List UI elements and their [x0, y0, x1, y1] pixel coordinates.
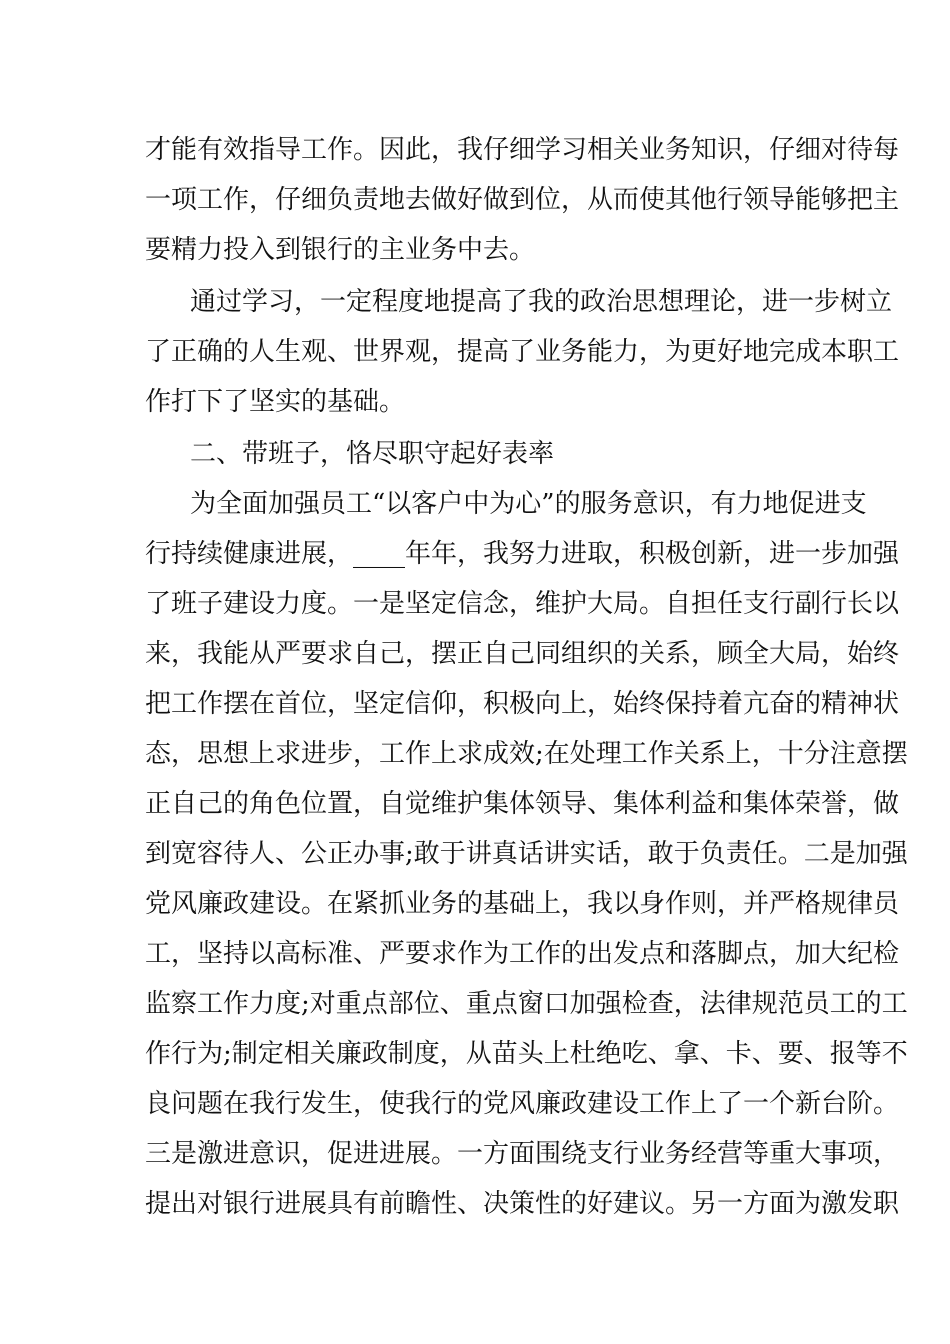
- body-text-line: 监察工作力度;对重点部位、重点窗口加强检查，法律规范员工的工: [145, 989, 908, 1019]
- body-text-line: 三是激进意识，促进进展。一方面围绕支行业务经营等重大事项，: [145, 1139, 900, 1169]
- body-text-line: 行持续健康进展，____年年，我努力进取，积极创新，进一步加强: [145, 539, 900, 569]
- body-text-line: 才能有效指导工作。因此，我仔细学习相关业务知识，仔细对待每: [145, 135, 900, 165]
- body-text-line: 作行为;制定相关廉政制度，从苗头上杜绝吃、拿、卡、要、报等不: [145, 1039, 908, 1069]
- body-text-line: 到宽容待人、公正办事;敢于讲真话讲实话，敢于负责任。二是加强: [145, 839, 908, 869]
- body-text-line: 了正确的人生观、世界观，提高了业务能力，为更好地完成本职工: [145, 337, 900, 367]
- body-text-line: 了班子建设力度。一是坚定信念，维护大局。自担任支行副行长以: [145, 589, 900, 619]
- body-text-line: 通过学习，一定程度地提高了我的政治思想理论，进一步树立: [190, 287, 893, 317]
- body-text-line: 把工作摆在首位，坚定信仰，积极向上，始终保持着亢奋的精神状: [145, 689, 900, 719]
- body-text-line: 态，思想上求进步，工作上求成效;在处理工作关系上，十分注意摆: [145, 739, 908, 769]
- body-text-line: 一项工作，仔细负责地去做好做到位，从而使其他行领导能够把主: [145, 185, 900, 215]
- body-text-line: 党风廉政建设。在紧抓业务的基础上，我以身作则，并严格规律员: [145, 889, 900, 919]
- body-text-line: 为全面加强员工“以客户中为心”的服务意识，有力地促进支: [190, 489, 867, 519]
- body-text-line: 良问题在我行发生，使我行的党风廉政建设工作上了一个新台阶。: [145, 1089, 900, 1119]
- body-text-line: 作打下了坚实的基础。: [145, 387, 406, 417]
- body-text-line: 来，我能从严要求自己，摆正自己同组织的关系，顾全大局，始终: [145, 639, 900, 669]
- body-text-line: 工，坚持以高标准、严要求作为工作的出发点和落脚点，加大纪检: [145, 939, 900, 969]
- body-text-line: 提出对银行进展具有前瞻性、决策性的好建议。另一方面为激发职: [145, 1189, 900, 1219]
- body-text-line: 正自己的角色位置，自觉维护集体领导、集体利益和集体荣誉，做: [145, 789, 900, 819]
- body-text-line: 要精力投入到银行的主业务中去。: [145, 235, 536, 265]
- section-heading: 二、带班子，恪尽职守起好表率: [190, 439, 555, 469]
